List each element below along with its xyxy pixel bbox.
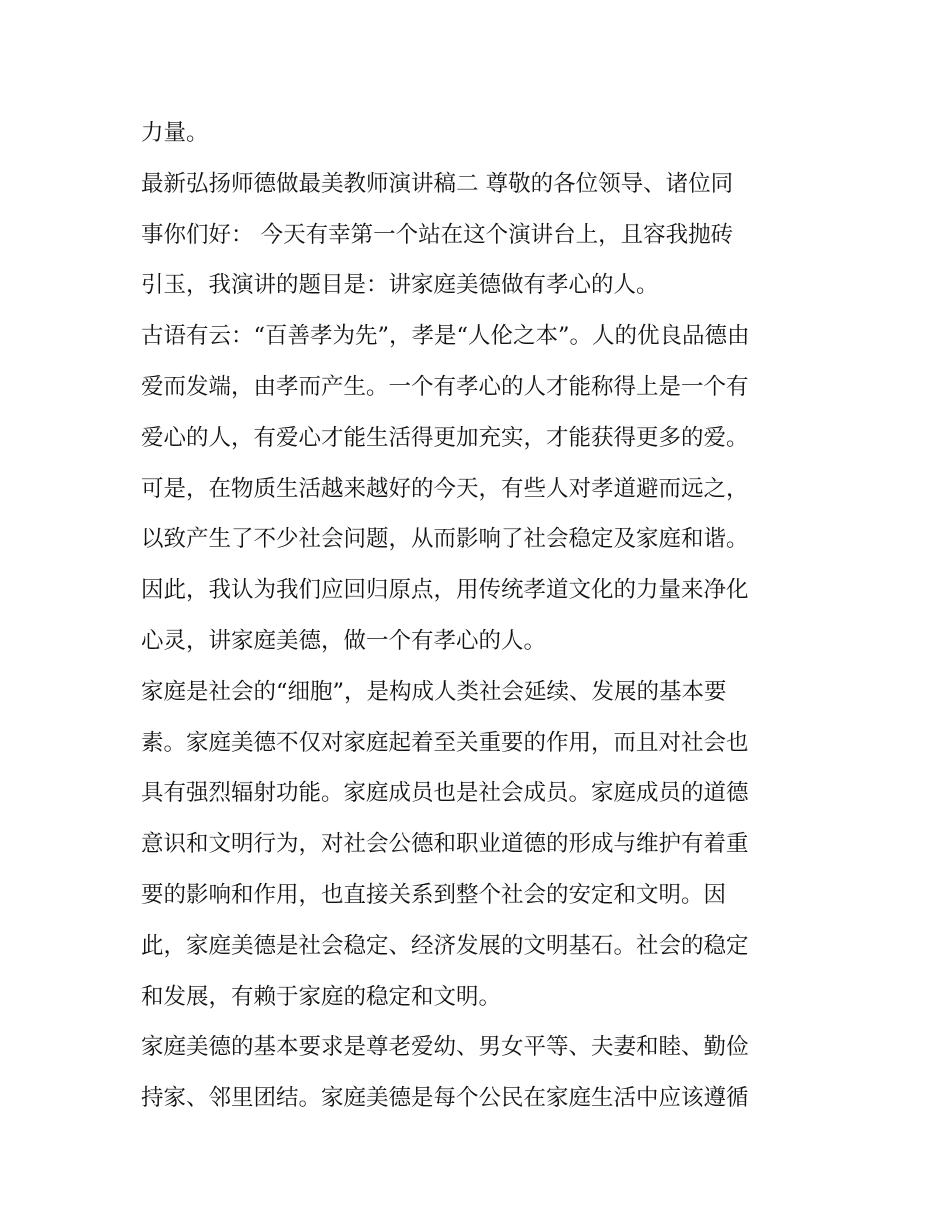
text-line: 引玉，我演讲的题目是：讲家庭美德做有孝心的人。 bbox=[141, 272, 659, 299]
text-line: 素。家庭美德不仅对家庭起着至关重要的作用，而且对社会也 bbox=[141, 729, 749, 756]
text-line: 以致产生了不少社会问题，从而影响了社会稳定及家庭和谐。 bbox=[141, 526, 749, 553]
text-line: 意识和文明行为，对社会公德和职业道德的形成与维护有着重 bbox=[141, 831, 749, 858]
text-line: 家庭是社会的“细胞”，是构成人类社会延续、发展的基本要 bbox=[141, 678, 727, 705]
text-line: 要的影响和作用，也直接关系到整个社会的安定和文明。因 bbox=[141, 881, 727, 908]
text-line: 爱心的人，有爱心才能生活得更加充实，才能获得更多的爱。 bbox=[141, 424, 749, 451]
text-line: 力量。 bbox=[141, 120, 209, 146]
text-line: 家庭美德的基本要求是尊老爱幼、男女平等、夫妻和睦、勤俭 bbox=[141, 1034, 749, 1061]
text-line: 此，家庭美德是社会稳定、经济发展的文明基石。社会的稳定 bbox=[141, 932, 749, 959]
text-line: 持家、邻里团结。家庭美德是每个公民在家庭生活中应该遵循 bbox=[141, 1085, 749, 1112]
text-line: 因此，我认为我们应回归原点，用传统孝道文化的力量来净化 bbox=[141, 577, 749, 604]
text-line: 和发展，有赖于家庭的稳定和文明。 bbox=[141, 983, 502, 1010]
text-line: 具有强烈辐射功能。家庭成员也是社会成员。家庭成员的道德 bbox=[141, 780, 749, 807]
body-text bbox=[141, 108, 813, 1124]
text-line: 最新弘扬师德做最美教师演讲稿二 尊敬的各位领导、诸位同 bbox=[141, 170, 734, 197]
text-line: 心灵，讲家庭美德，做一个有孝心的人。 bbox=[141, 627, 547, 654]
text-line: 古语有云：“百善孝为先”，孝是“人伦之本”。人的优良品德由 bbox=[141, 323, 750, 350]
text-line: 可是，在物质生活越来越好的今天，有些人对孝道避而远之， bbox=[141, 475, 749, 502]
text-line: 爱而发端，由孝而产生。一个有孝心的人才能称得上是一个有 bbox=[141, 373, 749, 400]
text-line: 事你们好： 今天有幸第一个站在这个演讲台上，且容我抛砖 bbox=[141, 221, 734, 248]
